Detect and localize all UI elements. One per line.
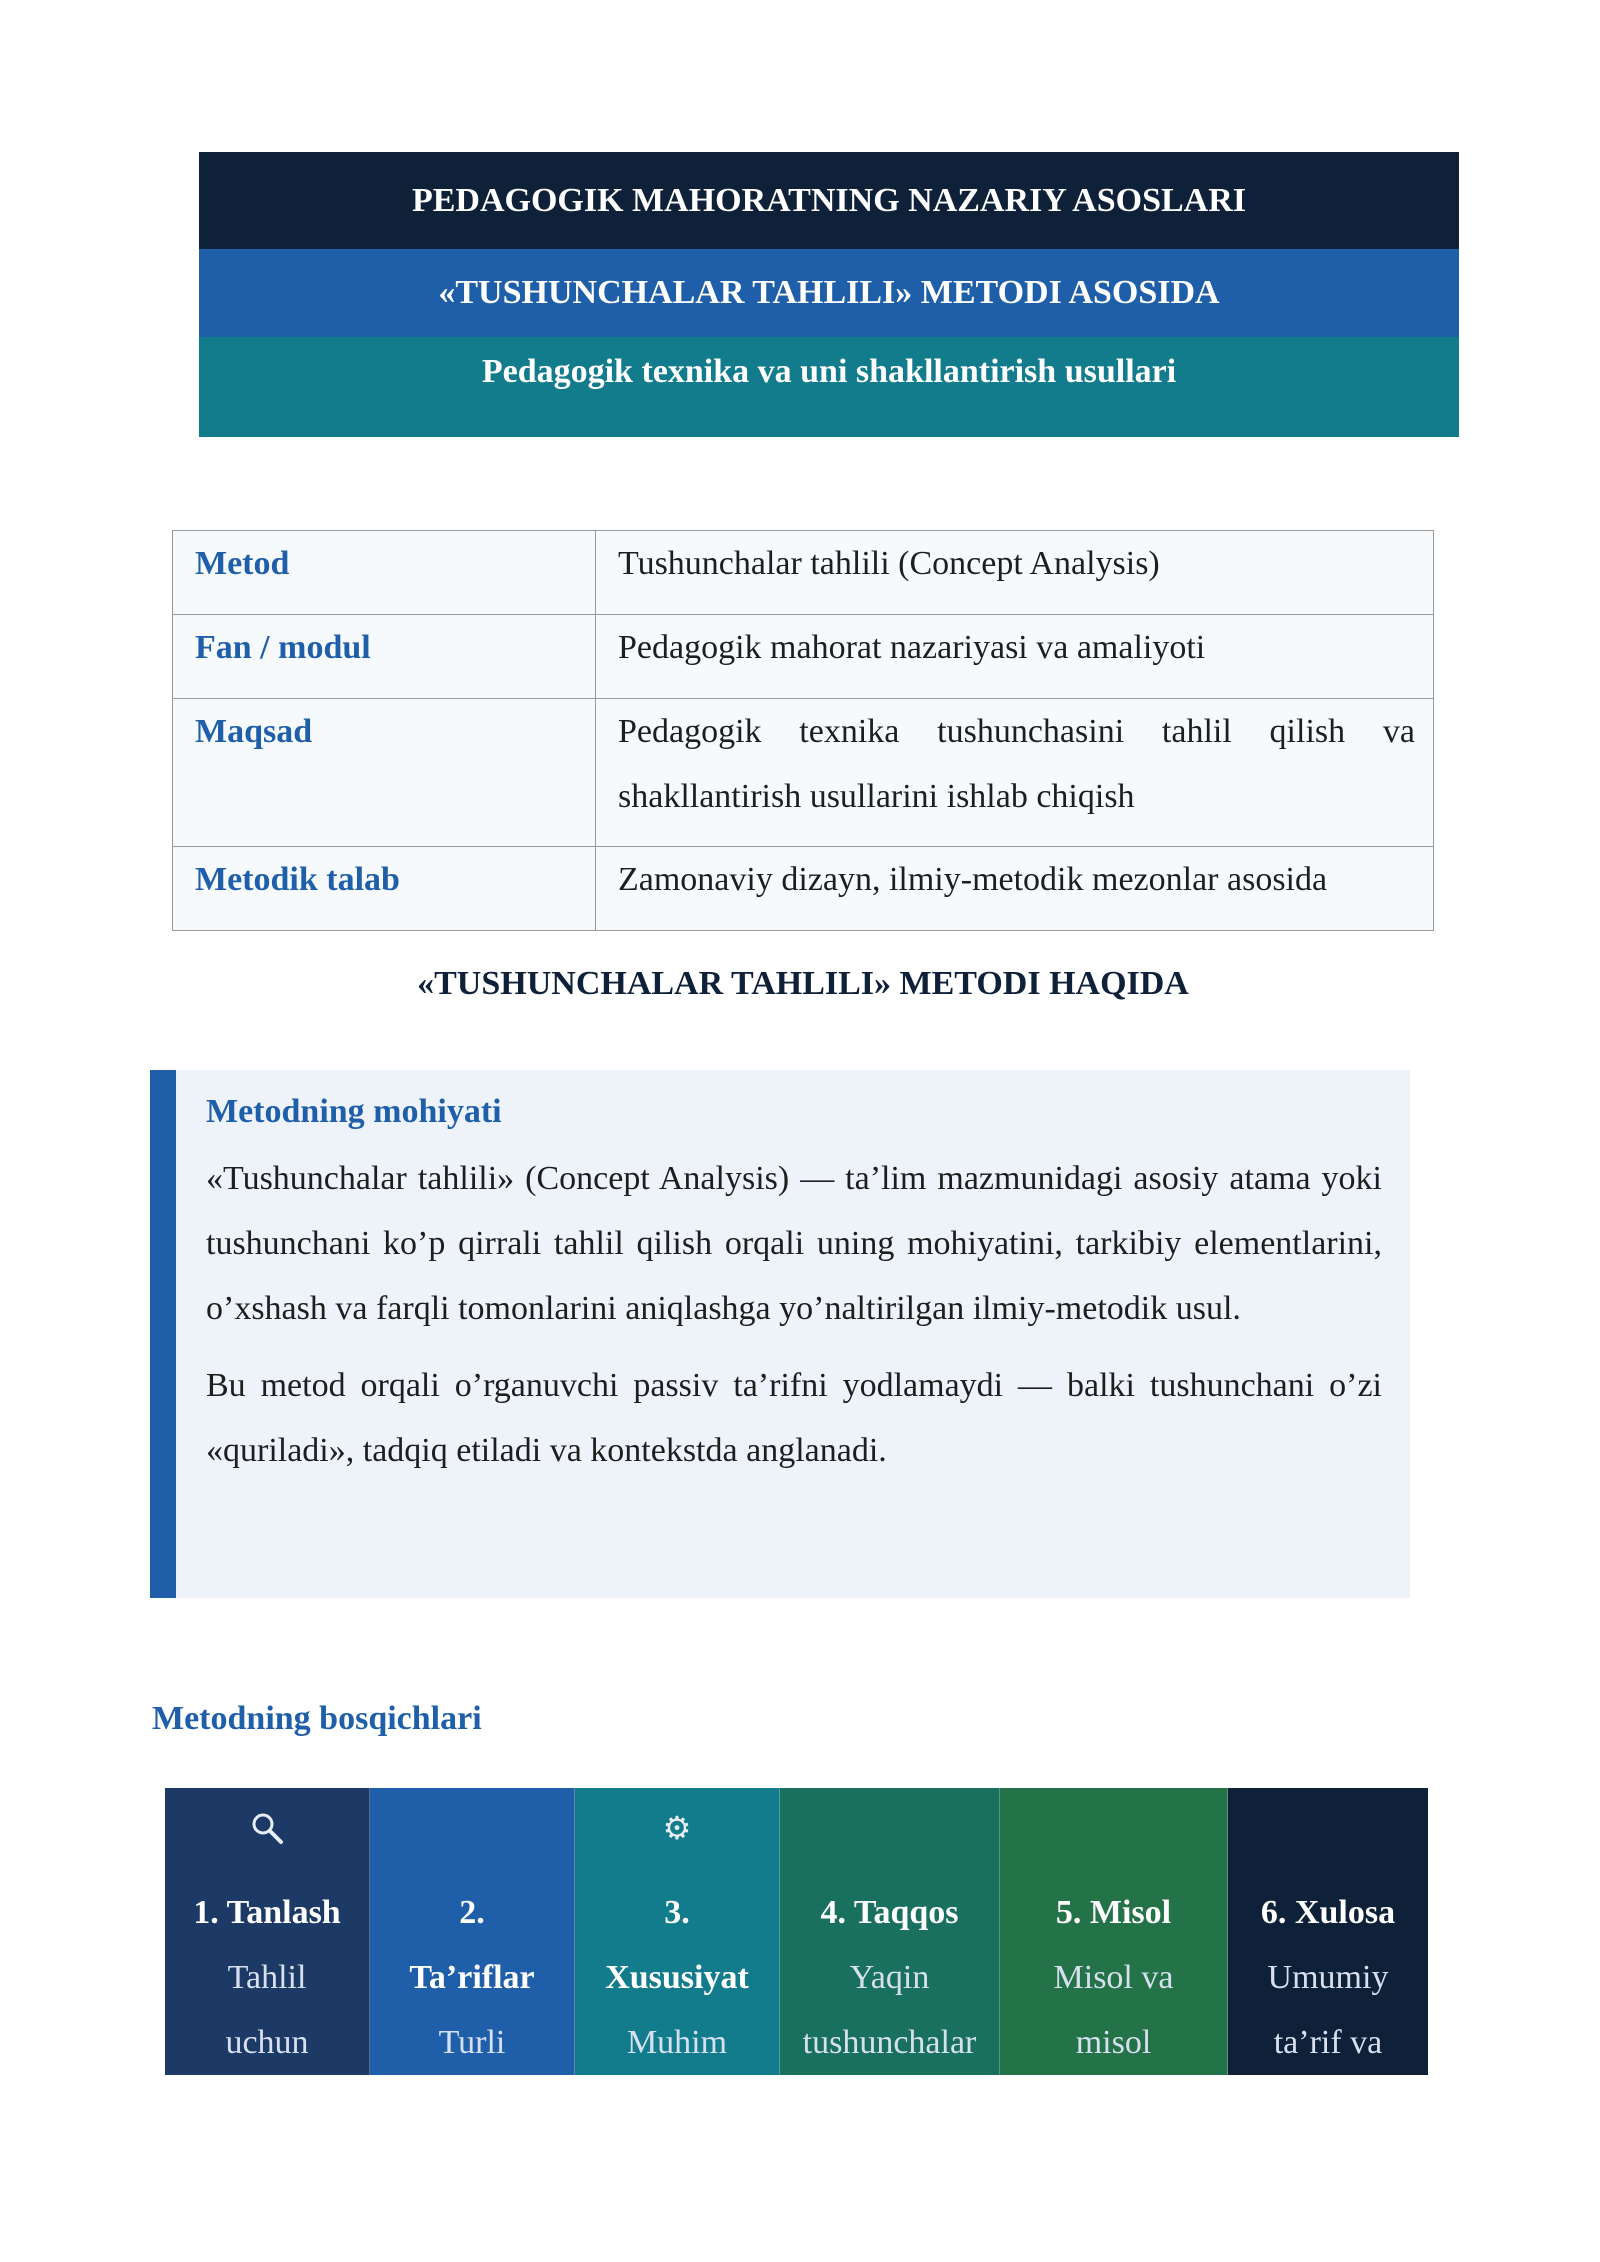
step-title-line: 6. Xulosa — [1260, 1894, 1396, 1931]
header-title-bar — [199, 152, 1459, 249]
row-value-method: Tushunchalar tahlili (Concept Analysis) — [596, 531, 1434, 615]
info-table — [172, 530, 1434, 931]
row-value-requirement: Zamonaviy dizayn, ilmiy-metodik mezonlar asosida — [596, 847, 1434, 931]
step-desc-line: Turli — [438, 2024, 506, 2061]
step-desc-line: misol — [1075, 2024, 1152, 2061]
step-title — [575, 1880, 779, 2010]
step-desc-line: uchun — [225, 2024, 309, 2061]
step-description — [780, 1945, 999, 2075]
step-title-line: Xususiyat — [605, 1959, 749, 1996]
step-desc-line: Umumiy — [1267, 1959, 1389, 1996]
step-desc-line: Tahlil — [227, 1959, 307, 1996]
step-description — [1228, 1945, 1428, 2075]
table-row — [173, 699, 1434, 847]
header-subtitle: «TUSHUNCHALAR TAHLILI» METODI ASOSIDA — [438, 274, 1220, 311]
document-header — [199, 152, 1459, 437]
row-label-goal: Maqsad — [173, 699, 596, 847]
step-card — [780, 1788, 1000, 2075]
step-description — [370, 2010, 574, 2075]
step-title — [780, 1880, 999, 1945]
step-desc-line: Yaqin — [849, 1959, 930, 1996]
step-title — [1228, 1880, 1428, 1945]
step-title-line: Ta’riflar — [409, 1959, 535, 1996]
step-title-line: 5. Misol — [1055, 1894, 1172, 1931]
table-row — [173, 847, 1434, 931]
row-label-subject: Fan / modul — [173, 615, 596, 699]
essence-title: Metodning mohiyati — [206, 1093, 502, 1130]
steps-row — [165, 1788, 1428, 2075]
step-title-line: 3. — [664, 1894, 690, 1931]
step-description — [165, 1945, 369, 2075]
step-desc-line: Misol va — [1053, 1959, 1174, 1996]
step-desc-line: ta’rif va — [1273, 2024, 1383, 2061]
step-title-line: 4. Taqqos — [820, 1894, 959, 1931]
step-title-line: 2. — [459, 1894, 485, 1931]
row-value-goal: Pedagogik texnika tushunchasini tahlil qilish va shakllantirish usullarini ishlab chiqish — [596, 699, 1434, 847]
step-title — [1000, 1880, 1227, 1945]
step-title — [370, 1880, 574, 2010]
essence-paragraph-2: Bu metod orqali o’rganuvchi passiv ta’rifni yodlamaydi — balki tushunchani o’zi «quriladi», tadqiq etiladi va kontekstda anglanadi. — [206, 1367, 1382, 1469]
step-card — [165, 1788, 370, 2075]
step-card — [575, 1788, 780, 2075]
step-description — [1000, 1945, 1227, 2075]
essence-callout — [150, 1070, 1410, 1598]
step-desc-line: Muhim — [626, 2024, 728, 2061]
step-card — [370, 1788, 575, 2075]
row-label-requirement: Metodik talab — [173, 847, 596, 931]
step-description — [575, 2010, 779, 2075]
header-subtitle-bar — [199, 249, 1459, 337]
table-row — [173, 531, 1434, 615]
step-title — [165, 1880, 369, 1945]
section-heading: «TUSHUNCHALAR TAHLILI» METODI HAQIDA — [417, 965, 1189, 1002]
essence-paragraph-1: «Tushunchalar tahlili» (Concept Analysis) — ta’lim mazmunidagi asosiy atama yoki tushunchani ko’p qirrali tahlil qilish orqali uning mohiyatini, tarkibiy elementlarini, o’xshash va farqli tomonlarini aniqlashga yo’naltirilgan ilmiy-metodik usul. — [206, 1160, 1382, 1327]
header-topic: Pedagogik texnika va uni shakllantirish usullari — [481, 353, 1177, 390]
step-title-line: 1. Tanlash — [193, 1894, 341, 1931]
magnifier-icon — [165, 1806, 369, 1850]
table-row — [173, 615, 1434, 699]
gear-icon: ⚙ — [662, 1810, 692, 1846]
header-topic-bar — [199, 337, 1459, 437]
row-label-method: Metod — [173, 531, 596, 615]
step-desc-line: tushunchalar — [802, 2024, 977, 2061]
step-card — [1000, 1788, 1228, 2075]
steps-heading: Metodning bosqichlari — [152, 1700, 482, 1737]
step-card — [1228, 1788, 1428, 2075]
row-value-subject: Pedagogik mahorat nazariyasi va amaliyoti — [596, 615, 1434, 699]
header-title: PEDAGOGIK MAHORATNING NAZARIY ASOSLARI — [411, 181, 1247, 219]
